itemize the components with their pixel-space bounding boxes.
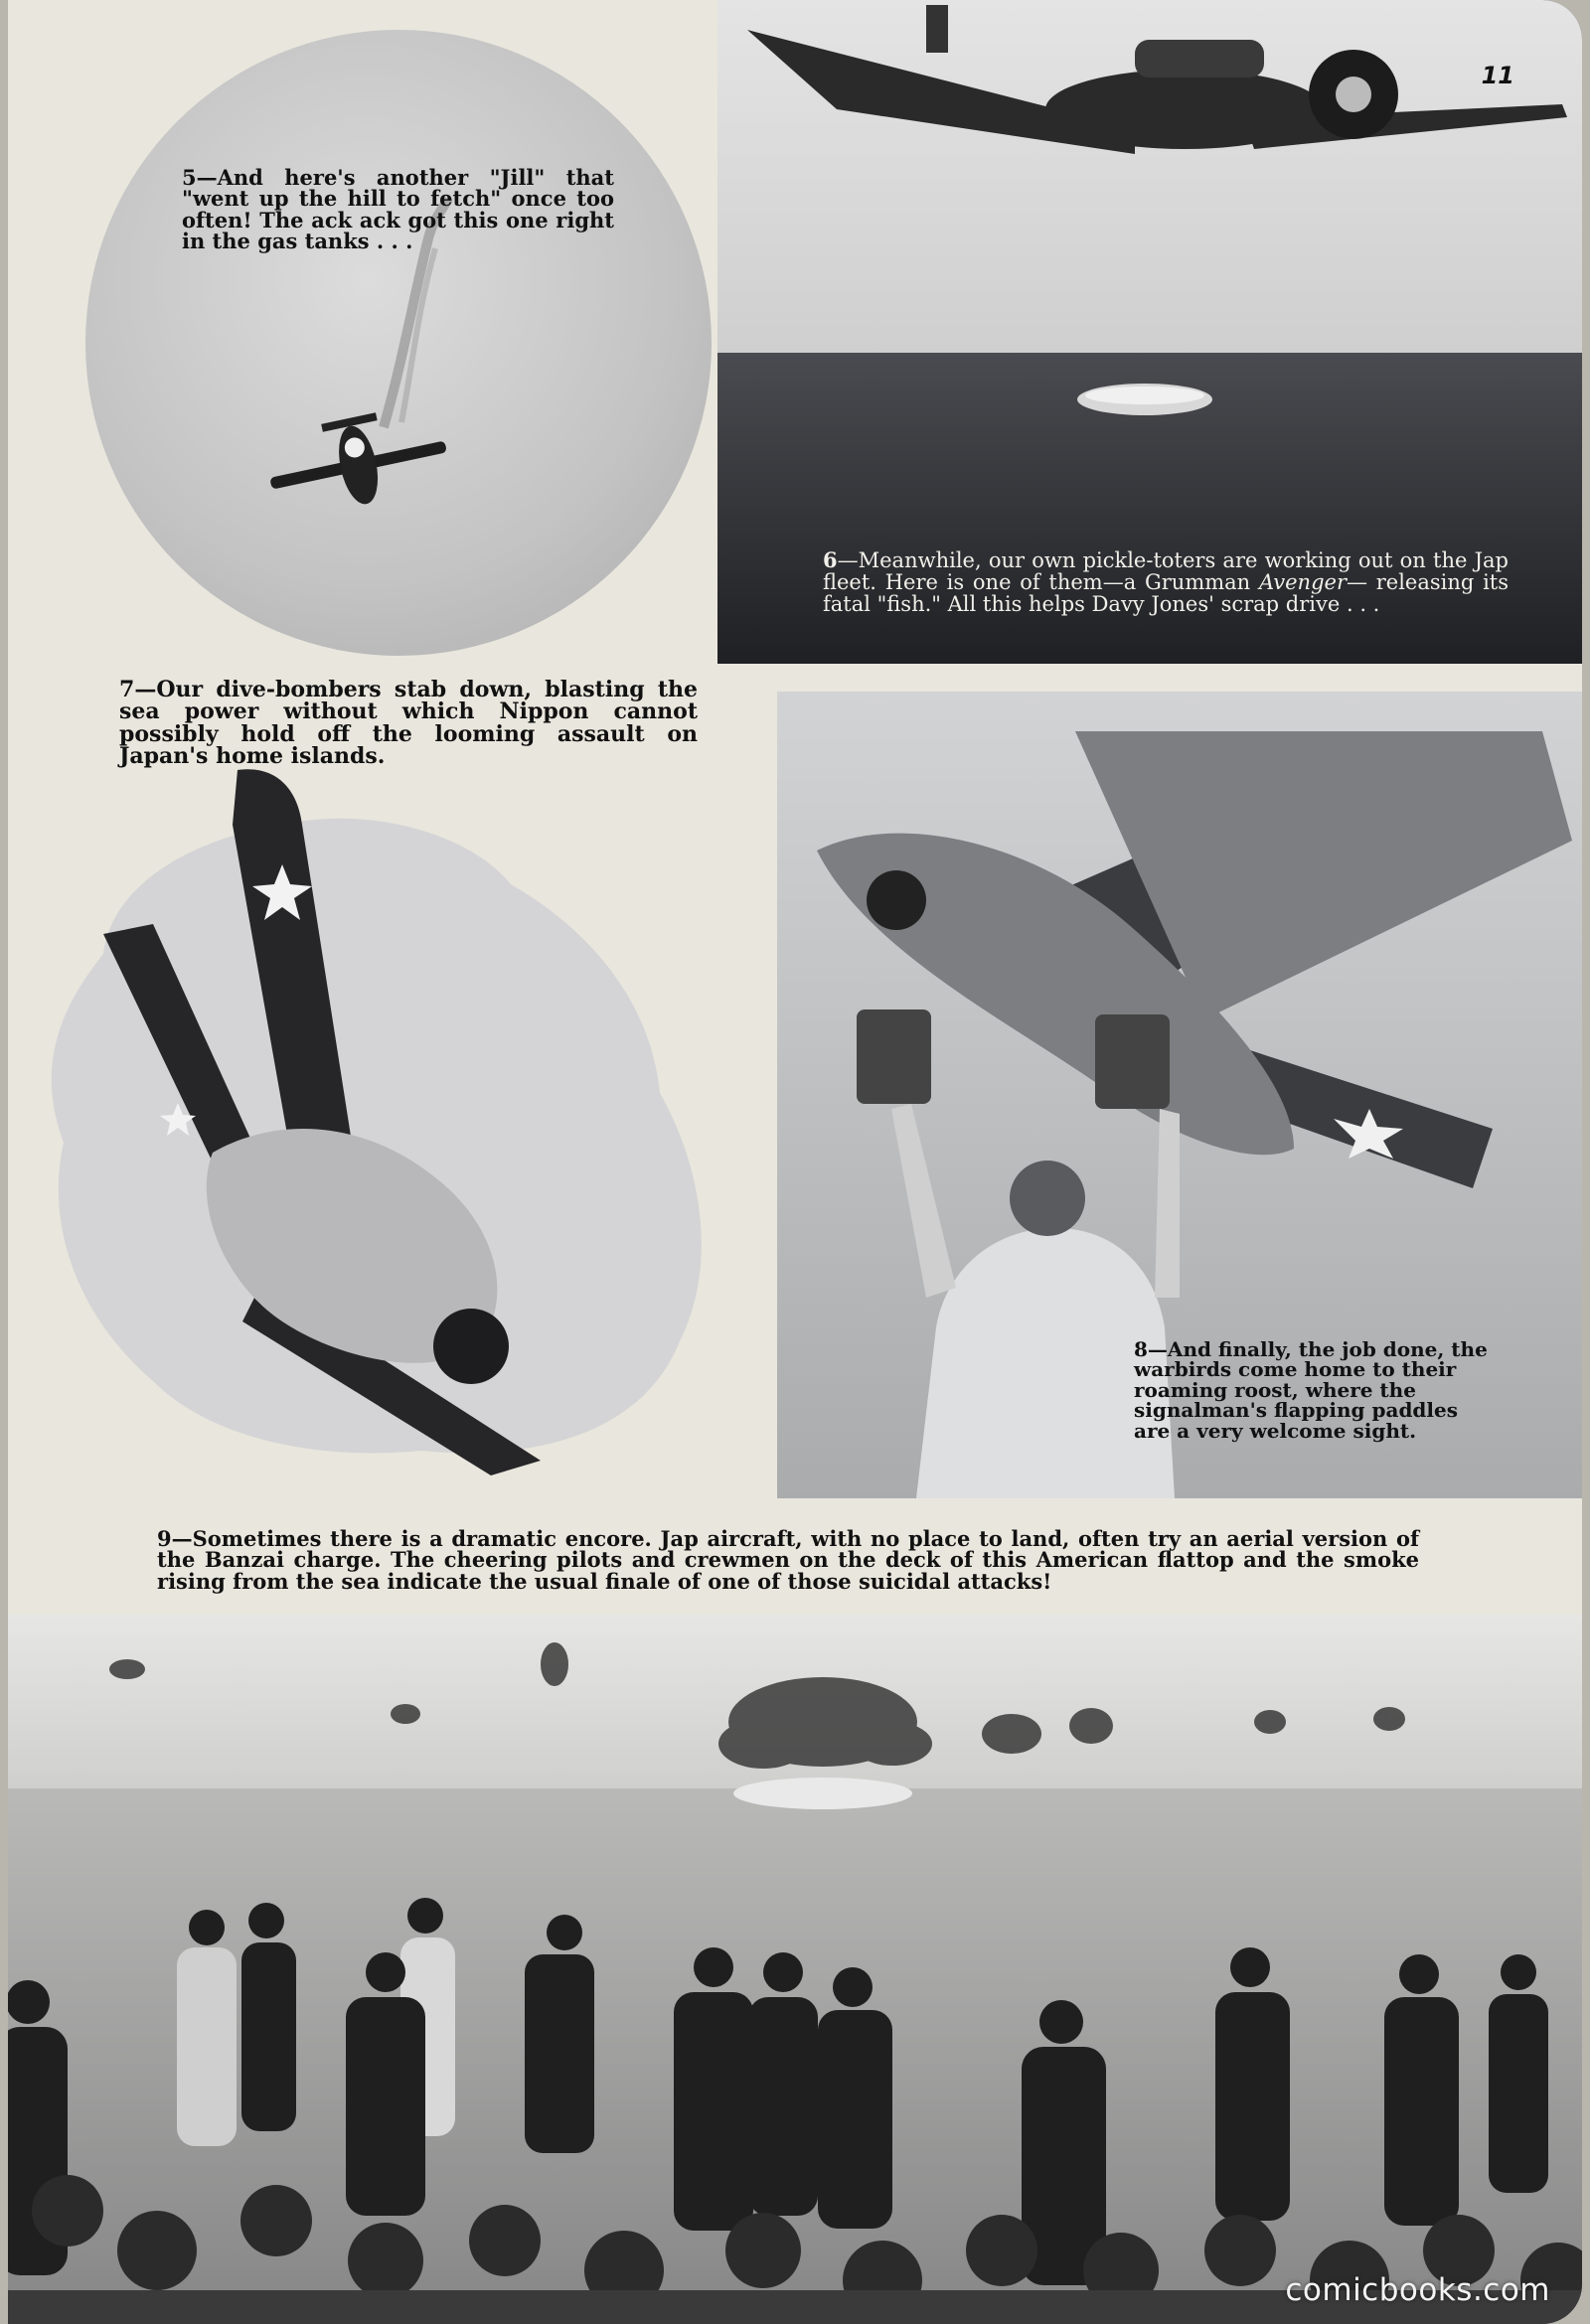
caption-9-text: —Sometimes there is a dramatic encore. Jap aircraft, with no place to land, often try an aerial version of the Banzai charge. The cheering pilots and crewmen on the deck of this American flattop and the smoke rising from the sea indicate the usual finale of one of those suicidal attacks! — [157, 1526, 1419, 1594]
caption-6 — [823, 549, 1509, 615]
caption-5-text: —And here's another "Jill" that "went up the hill to fetch" once too often! The ack ack got this one right in the gas tanks . . . — [182, 165, 614, 254]
flattop-crowd-illustration — [8, 1615, 1582, 2324]
caption-8 — [1134, 1339, 1500, 1441]
caption-8-text: —And finally, the job done, the warbirds come home to their roaming roost, where the signalman's flapping paddles are a very welcome sight. — [1134, 1337, 1488, 1443]
caption-6-text-a: —Meanwhile, our own pickle-toters are working out on the Jap fleet. Here is one of them—a Grumman — [823, 548, 1509, 595]
photo-7-dive-bomber — [44, 765, 734, 1480]
caption-9 — [157, 1528, 1419, 1592]
page-number: 11 — [1481, 62, 1514, 89]
caption-7-text: —Our dive-bombers stab down, blasting the sea power without which Nippon cannot possibly hold off the looming assault on Japan's home islands. — [119, 677, 698, 770]
caption-7-number: 7 — [119, 677, 135, 702]
caption-9-number: 9 — [157, 1526, 172, 1551]
caption-6-number: 6 — [823, 547, 838, 572]
photo-5-circle — [85, 30, 712, 656]
caption-7 — [119, 679, 698, 768]
magazine-page — [8, 0, 1582, 2324]
photo-9-flight-deck — [8, 1615, 1582, 2324]
jill-plane-illustration — [85, 30, 712, 656]
caption-5 — [182, 167, 614, 252]
caption-6-text-b: — releasing its fatal "fish." All this helps Davy Jones' scrap drive . . . — [823, 570, 1509, 617]
caption-8-number: 8 — [1134, 1337, 1148, 1361]
caption-6-avenger-word: Avenger — [1258, 570, 1347, 595]
dive-bomber-illustration — [44, 765, 734, 1480]
watermark: comicbooks.com — [1285, 2272, 1550, 2308]
caption-5-number: 5 — [182, 165, 197, 190]
